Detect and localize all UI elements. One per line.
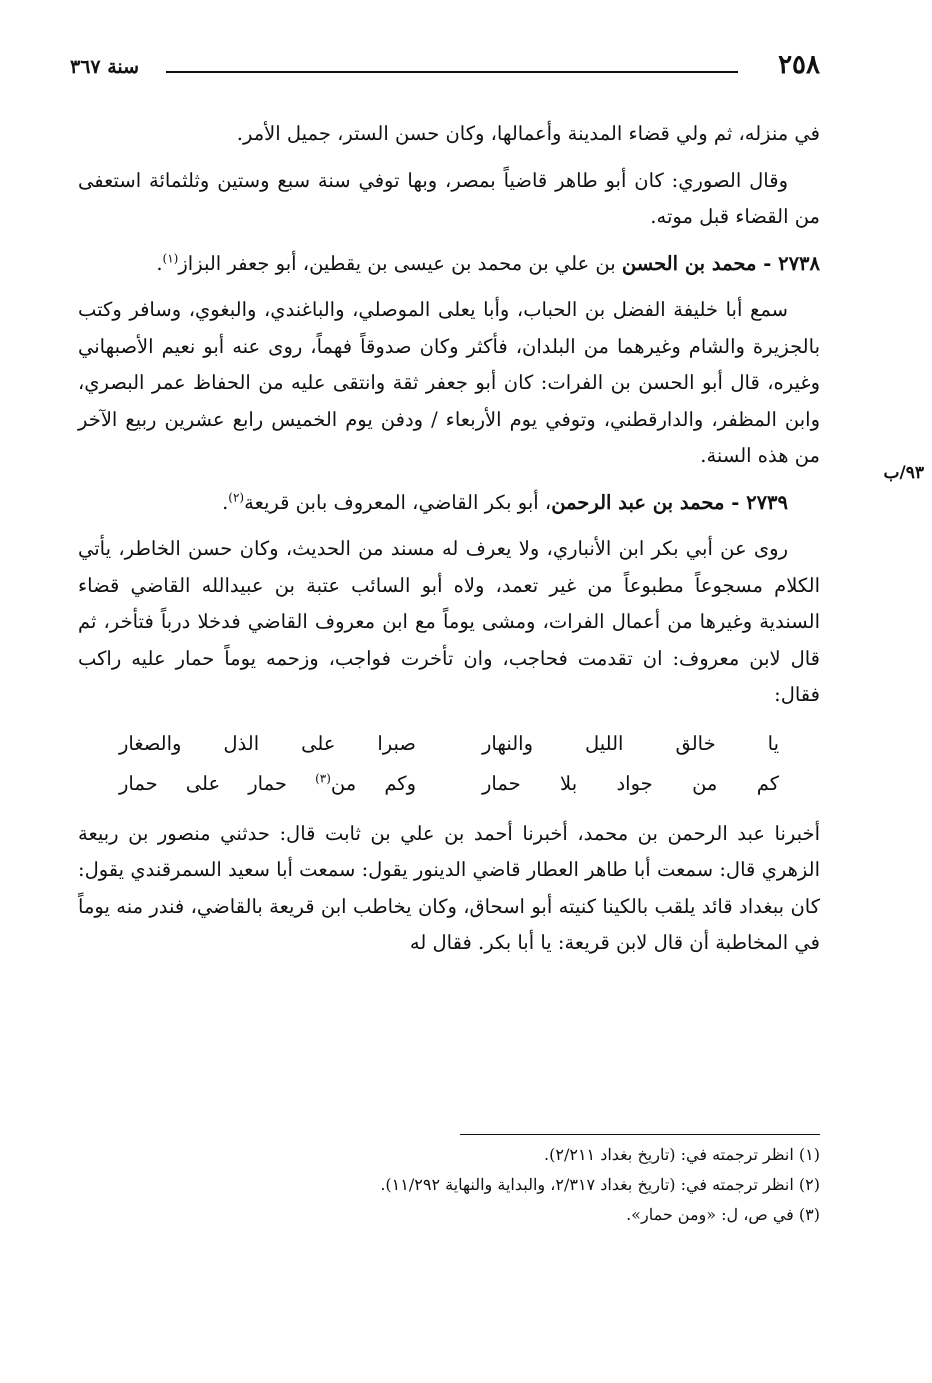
entry-name: محمد بن عبد الرحمن [551,490,725,514]
footnote-2: (٢) انظر ترجمته في: (تاريخ بغداد ٢/٣١٧، والبداية والنهاية ١١/٢٩٢). [380,1175,820,1194]
hemistich-part: حمار على حمار [119,771,316,795]
entry-lineage: ، أبو بكر القاضي، المعروف بابن قريعة [244,490,552,514]
main-text [78,116,820,972]
footnote-rule [460,1134,820,1135]
paragraph-alsuri: وقال الصوري: كان أبو طاهر قاضياً بمصر، وبها توفي سنة سبع وستين وثلثمائة استعفى من القضاء قبل موته. [78,168,820,228]
paragraph-continuation: في منزله، ثم ولي قضاء المدينة وأعمالها، وكان حسن الستر، جميل الأمر. [236,122,820,145]
entry-name: محمد بن الحسن [621,251,757,275]
entry-heading-2739 [78,485,820,522]
hemistich-second [119,764,416,804]
entry-number: ٢٧٣٨ - [756,251,820,275]
entry-end: . [156,251,163,275]
page-number: ٢٥٨ [778,50,820,80]
footnote-3: (٣) في ص، ل: «ومن حمار». [626,1205,820,1224]
verse-line [119,724,779,764]
paragraph-isnad: أخبرنا عبد الرحمن بن محمد، أخبرنا أحمد بن علي بن ثابت قال: حدثني منصور بن ربيعة الزهري قال: سمعت أبا طاهر العطار قاضي الدينور يقول: سمعت أبا سعيد السمرقندي يقول: كان ببغداد قائد يلقب بالكينا كنيته أبو اسحاق، وكان يخاطب ابن قريعة بالقاضي، فندر منه يوماً في المخاطبة أن قال لابن قريعة: يا أبا بكر. فقال له [78,821,820,954]
hemistich-part: وكم من [330,771,416,795]
entry-end: . [222,490,229,514]
hemistich-first: يا خالق الليل والنهار [482,731,779,755]
paragraph-entry-2738: سمع أبا خليفة الفضل بن الحباب، وأبا يعلى الموصلي، والباغندي، والبغوي، وسافر وكتب بالجزيرة والشام وغيرهما من البلدان، فأكثر وكان صدوقاً فهماً، روى عنه أبو نعيم الأصبهاني وغيره، قال أبو الحسن بن الفرات: كان أبو جعفر ثقة وانتقى عليه من الحفاظ عمر البصري، وابن المظفر، والدارقطني، وتوفي يوم الأربعاء / ودفن يوم الخميس رابع عشرين ربيع الآخر من هذه السنة. [78,298,820,467]
footnotes [180,1140,820,1230]
paragraph-entry-2739: روى عن أبي بكر ابن الأنباري، ولا يعرف له مسند من الحديث، وكان حسن الخاطر، يأتي الكلام مسجوعاً مطبوعاً من غير تعمد، ولاه أبو السائب عتبة بن عبيدالله القاضي قضاء السندية وغيرها من أعمال الفرات، ومشى يوماً مع ابن معروف القاضي فدخلا درباً فتأخر، ثم قال لابن معروف: ان تقدمت فحاجب، وان تأخرت فواجب، وزحمه يوماً حمار عليه راكب فقال: [78,537,820,706]
entry-heading-2738 [78,246,820,283]
poem [119,724,779,804]
footnote-ref: (١) [162,251,179,265]
footnote-ref: (٢) [228,490,245,504]
verse-line [119,764,779,804]
margin-folio-note: ٩٣/ب [883,463,924,483]
hemistich-first: كم من جواد بلا حمار [482,771,779,795]
page-header [70,50,820,94]
footnote-ref: (٣) [315,771,331,785]
entry-number: ٢٧٣٩ - [724,490,788,514]
footnote-1: (١) انظر ترجمته في: (تاريخ بغداد ٢/٢١١). [544,1145,820,1164]
header-rule [166,71,738,73]
entry-lineage: بن علي بن محمد بن عيسى بن يقطين، أبو جعفر البزاز [178,251,622,275]
hemistich-second: صبرا على الذل والصغار [119,731,416,755]
running-head: سنة ٣٦٧ [70,56,140,78]
